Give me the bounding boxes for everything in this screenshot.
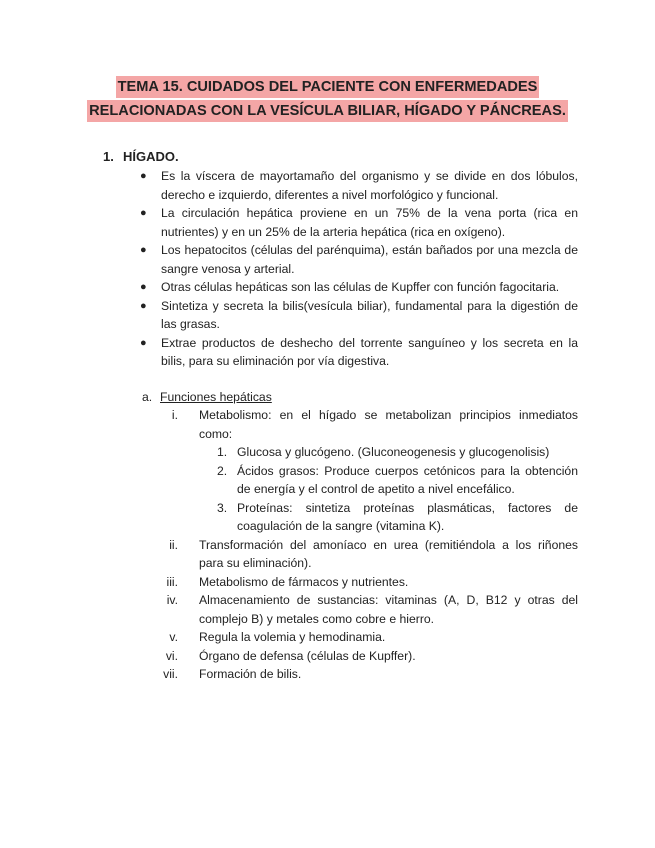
section-heading — [103, 148, 179, 166]
bullet-icon: ● — [140, 336, 147, 349]
roman-numeral: vi. — [165, 648, 178, 663]
bullet-item: ● La circulación hepática proviene en un 75% de la vena porta (rica en nutrientes) y en un 25% de la arteria hepática (rica en oxígeno). — [140, 206, 578, 239]
bullet-icon: ● — [140, 207, 147, 219]
metabolism-item: 2. Ácidos grasos: Produce cuerpos cetónicos para la obtención de energía y el control de apetito a nivel encefálico. — [217, 463, 578, 496]
subsection-title: Funciones hepáticas — [160, 390, 272, 404]
function-text: Metabolismo: en el hígado se metabolizan principios inmediatos como: — [199, 408, 578, 441]
document-title — [0, 76, 655, 124]
bullet-item: ● Sintetiza y secreta la bilis(vesícula biliar), fundamental para la digestión de las grasas. — [140, 298, 578, 331]
bullet-icon: ● — [140, 244, 147, 256]
function-item: v. Regula la volemia y hemodinamia. — [199, 628, 578, 647]
bullet-item: ● Los hepatocitos (células del parénquima), están bañados por una mezcla de sangre venosa y arterial. — [140, 243, 578, 276]
function-item: vi. Órgano de defensa (células de Kupffer). — [199, 647, 578, 666]
roman-numeral: iii. — [166, 574, 178, 589]
bullet-icon: ● — [140, 281, 147, 293]
section-title: HÍGADO. — [123, 149, 179, 164]
roman-numeral: vii. — [163, 667, 178, 681]
bullet-icon: ● — [140, 299, 147, 312]
roman-numeral: ii. — [169, 537, 178, 552]
function-item: vii. Formación de bilis. — [199, 665, 578, 684]
function-item: ii. Transformación del amoníaco en urea (remitiéndola a los riñones para su eliminación). — [199, 536, 578, 573]
bullet-item: ● Extrae productos de deshecho del torrente sanguíneo y los secreta en la bilis, para su eliminación por vía digestiva. — [140, 335, 578, 368]
roman-numeral: i. — [171, 408, 178, 422]
metabolism-item: 3. Proteínas: sintetiza proteínas plasmáticas, factores de coagulación de la sangre (vitamina K). — [217, 500, 578, 533]
roman-numeral: v. — [169, 630, 178, 644]
functions-list — [163, 406, 578, 684]
function-item: iv. Almacenamiento de sustancias: vitaminas (A, D, B12 y otras del complejo B) y metales como cobre e hierro. — [199, 591, 578, 628]
bullet-item: ● Otras células hepáticas son las células de Kupffer con función fagocitaria. — [161, 278, 578, 297]
roman-numeral: iv. — [166, 593, 178, 607]
title-line-1: TEMA 15. CUIDADOS DEL PACIENTE CON ENFERMEDADES — [116, 76, 540, 98]
bullet-list — [140, 167, 578, 371]
bullet-item: ● Es la víscera de mayortamaño del organismo y se divide en dos lóbulos, derecho e izquierdo, diferentes a nivel morfológico y funcional. — [140, 169, 578, 202]
function-item: iii. Metabolismo de fármacos y nutrientes. — [199, 573, 578, 592]
metabolism-item: 1. Glucosa y glucógeno. (Gluconeogenesis y glucogenolisis) — [217, 445, 550, 459]
bullet-icon: ● — [140, 170, 147, 182]
subsection-label: a. — [142, 390, 153, 404]
section-number: 1. — [103, 149, 114, 164]
function-item — [171, 406, 578, 443]
subsection-heading — [142, 388, 272, 407]
metabolism-sublist — [217, 443, 578, 536]
title-line-2: RELACIONADAS CON LA VESÍCULA BILIAR, HÍGADO Y PÁNCREAS. — [87, 100, 568, 122]
